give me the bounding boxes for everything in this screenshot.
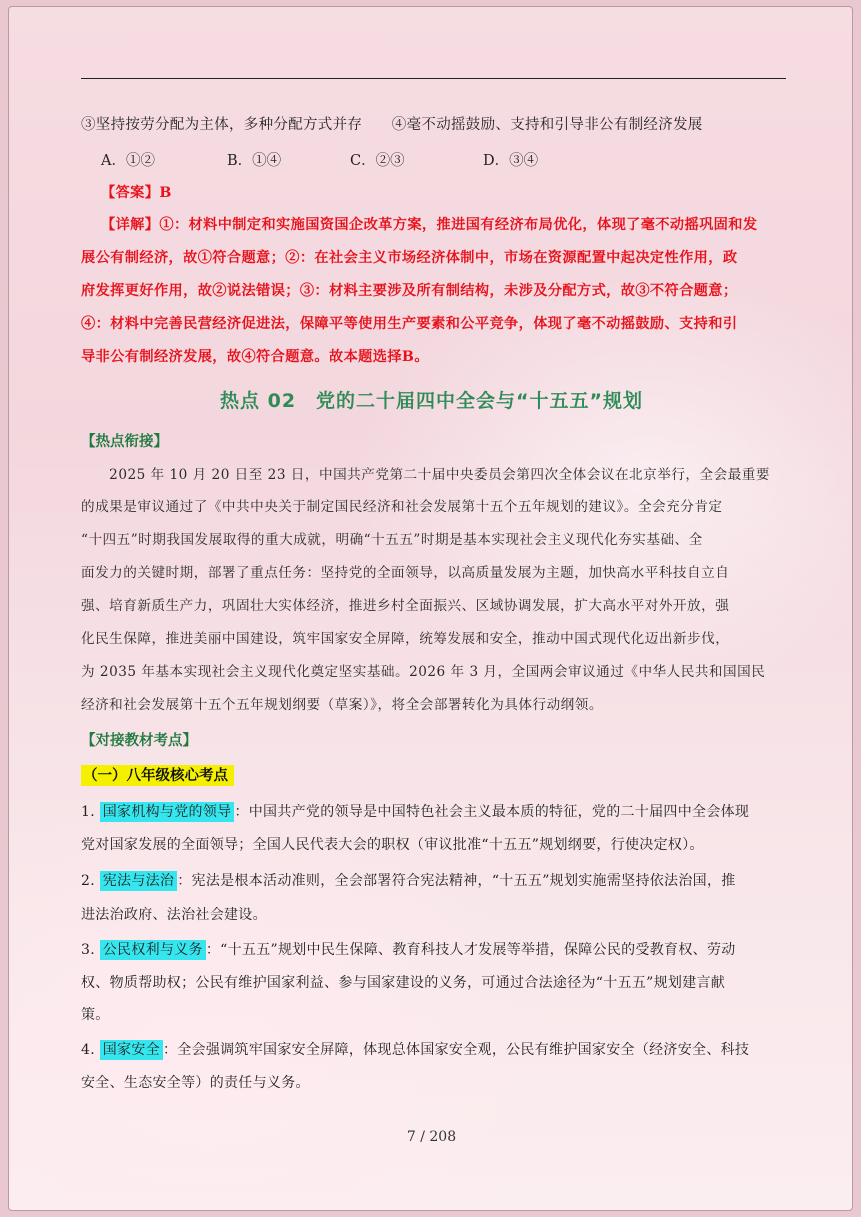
option-b: B．①④ [227, 153, 282, 169]
explanation-line: ④：材料中完善民营经济促进法，保障平等使用生产要素和公平竞争，体现了毫不动摇鼓励、支持和引 [81, 316, 738, 332]
section-title: 热点 02 党的二十届四中全会与“十五五”规划 [219, 390, 644, 412]
item-number: 2. [81, 873, 95, 889]
item-continuation: 策。 [81, 1007, 110, 1023]
paragraph-line: 强、培育新质生产力，巩固壮大实体经济，推进乡村全面振兴、区域协调发展，扩大高水平对外开放，强 [81, 598, 730, 614]
option-d: D．③④ [483, 153, 539, 169]
list-item [81, 939, 791, 959]
explanation-line: 府发挥更好作用，故②说法错误；③：材料主要涉及所有制结构，未涉及分配方式，故③不符合题意； [81, 283, 738, 299]
item-continuation: 权、物质帮助权；公民有维护国家利益、参与国家建设的义务，可通过合法途径为“十五五”规划建言献 [81, 975, 726, 991]
item-keyword-highlight: 公民权利与义务 [100, 940, 206, 960]
item-keyword-highlight: 宪法与法治 [100, 871, 178, 891]
paragraph-line: “十四五”时期我国发展取得的重大成就，明确“十五五”时期是基本实现社会主义现代化夯实基础、全 [81, 532, 703, 548]
item-continuation: 安全、生态安全等）的责任与义务。 [81, 1075, 310, 1091]
grade-eight-highlight: （一）八年级核心考点 [81, 765, 234, 786]
paragraph-line: 经济和社会发展第十五个五年规划纲要（草案）》，将全会部署转化为具体行动纲领。 [81, 697, 603, 713]
item-number: 1. [81, 804, 95, 820]
item-text: ：“十五五”规划中民生保障、教育科技人才发展等举措，保障公民的受教育权、劳动 [205, 942, 736, 958]
item-keyword-highlight: 国家安全 [100, 1040, 163, 1060]
paragraph-line: 化民生保障，推进美丽中国建设，筑牢国家安全屏障，统筹发展和安全，推动中国式现代化迈出新步伐， [81, 631, 730, 647]
item-text: ：全会强调筑牢国家安全屏障，体现总体国家安全观，公民有维护国家安全（经济安全、科技 [162, 1042, 750, 1058]
item-number: 4. [81, 1042, 95, 1058]
item-text: ：宪法是根本活动准则，全会部署符合宪法精神，“十五五”规划实施需坚持依法治国，推 [177, 873, 736, 889]
question-statement: ③坚持按劳分配为主体，多种分配方式并存 ④毫不动摇鼓励、支持和引导非公有制经济发展 [81, 117, 703, 133]
explanation-line: 导非公有制经济发展，故④符合题意。故本题选择B。 [81, 349, 429, 365]
document-page [8, 6, 853, 1211]
list-item [81, 801, 791, 821]
item-continuation: 进法治政府、法治社会建设。 [81, 907, 267, 923]
paragraph-line: 的成果是审议通过了《中共中央关于制定国民经济和社会发展第十五个五年规划的建议》。全会充分肯定 [81, 499, 723, 515]
option-a: A．①② [101, 153, 155, 169]
paragraph-line: 面发力的关键时期，部署了重点任务：坚持党的全面领导，以高质量发展为主题，加快高水平科技自立自 [81, 565, 730, 581]
item-continuation: 党对国家发展的全面领导；全国人民代表大会的职权（审议批准“十五五”规划纲要，行使决定权）。 [81, 837, 704, 853]
hot-link-label: 【热点衔接】 [81, 433, 168, 450]
grade-eight-label [81, 764, 791, 785]
item-text: ：中国共产党的领导是中国特色社会主义最本质的特征，党的二十届四中全会体现 [234, 804, 750, 820]
page-number: 7 / 208 [406, 1129, 457, 1145]
item-keyword-highlight: 国家机构与党的领导 [100, 802, 235, 822]
option-c: C．②③ [350, 153, 405, 169]
item-number: 3. [81, 942, 95, 958]
explanation-line: 【详解】①：材料中制定和实施国资国企改革方案，推进国有经济布局优化，体现了毫不动摇巩固和发 [101, 217, 758, 233]
paragraph-line: 为 2035 年基本实现社会主义现代化奠定坚实基础。2026 年 3 月，全国两会审议通过《中华人民共和国国民 [81, 664, 766, 680]
paragraph-line: 2025 年 10 月 20 日至 23 日，中国共产党第二十届中央委员会第四次全体会议在北京举行，全会最重要 [81, 467, 770, 483]
explanation-line: 展公有制经济，故①符合题意；②：在社会主义市场经济体制中，市场在资源配置中起决定性作用，政 [81, 250, 738, 266]
textbook-link-label: 【对接教材考点】 [81, 732, 197, 749]
answer-label: 【答案】B [101, 185, 172, 201]
header-rule [81, 78, 786, 79]
list-item [81, 870, 791, 890]
list-item [81, 1039, 791, 1059]
